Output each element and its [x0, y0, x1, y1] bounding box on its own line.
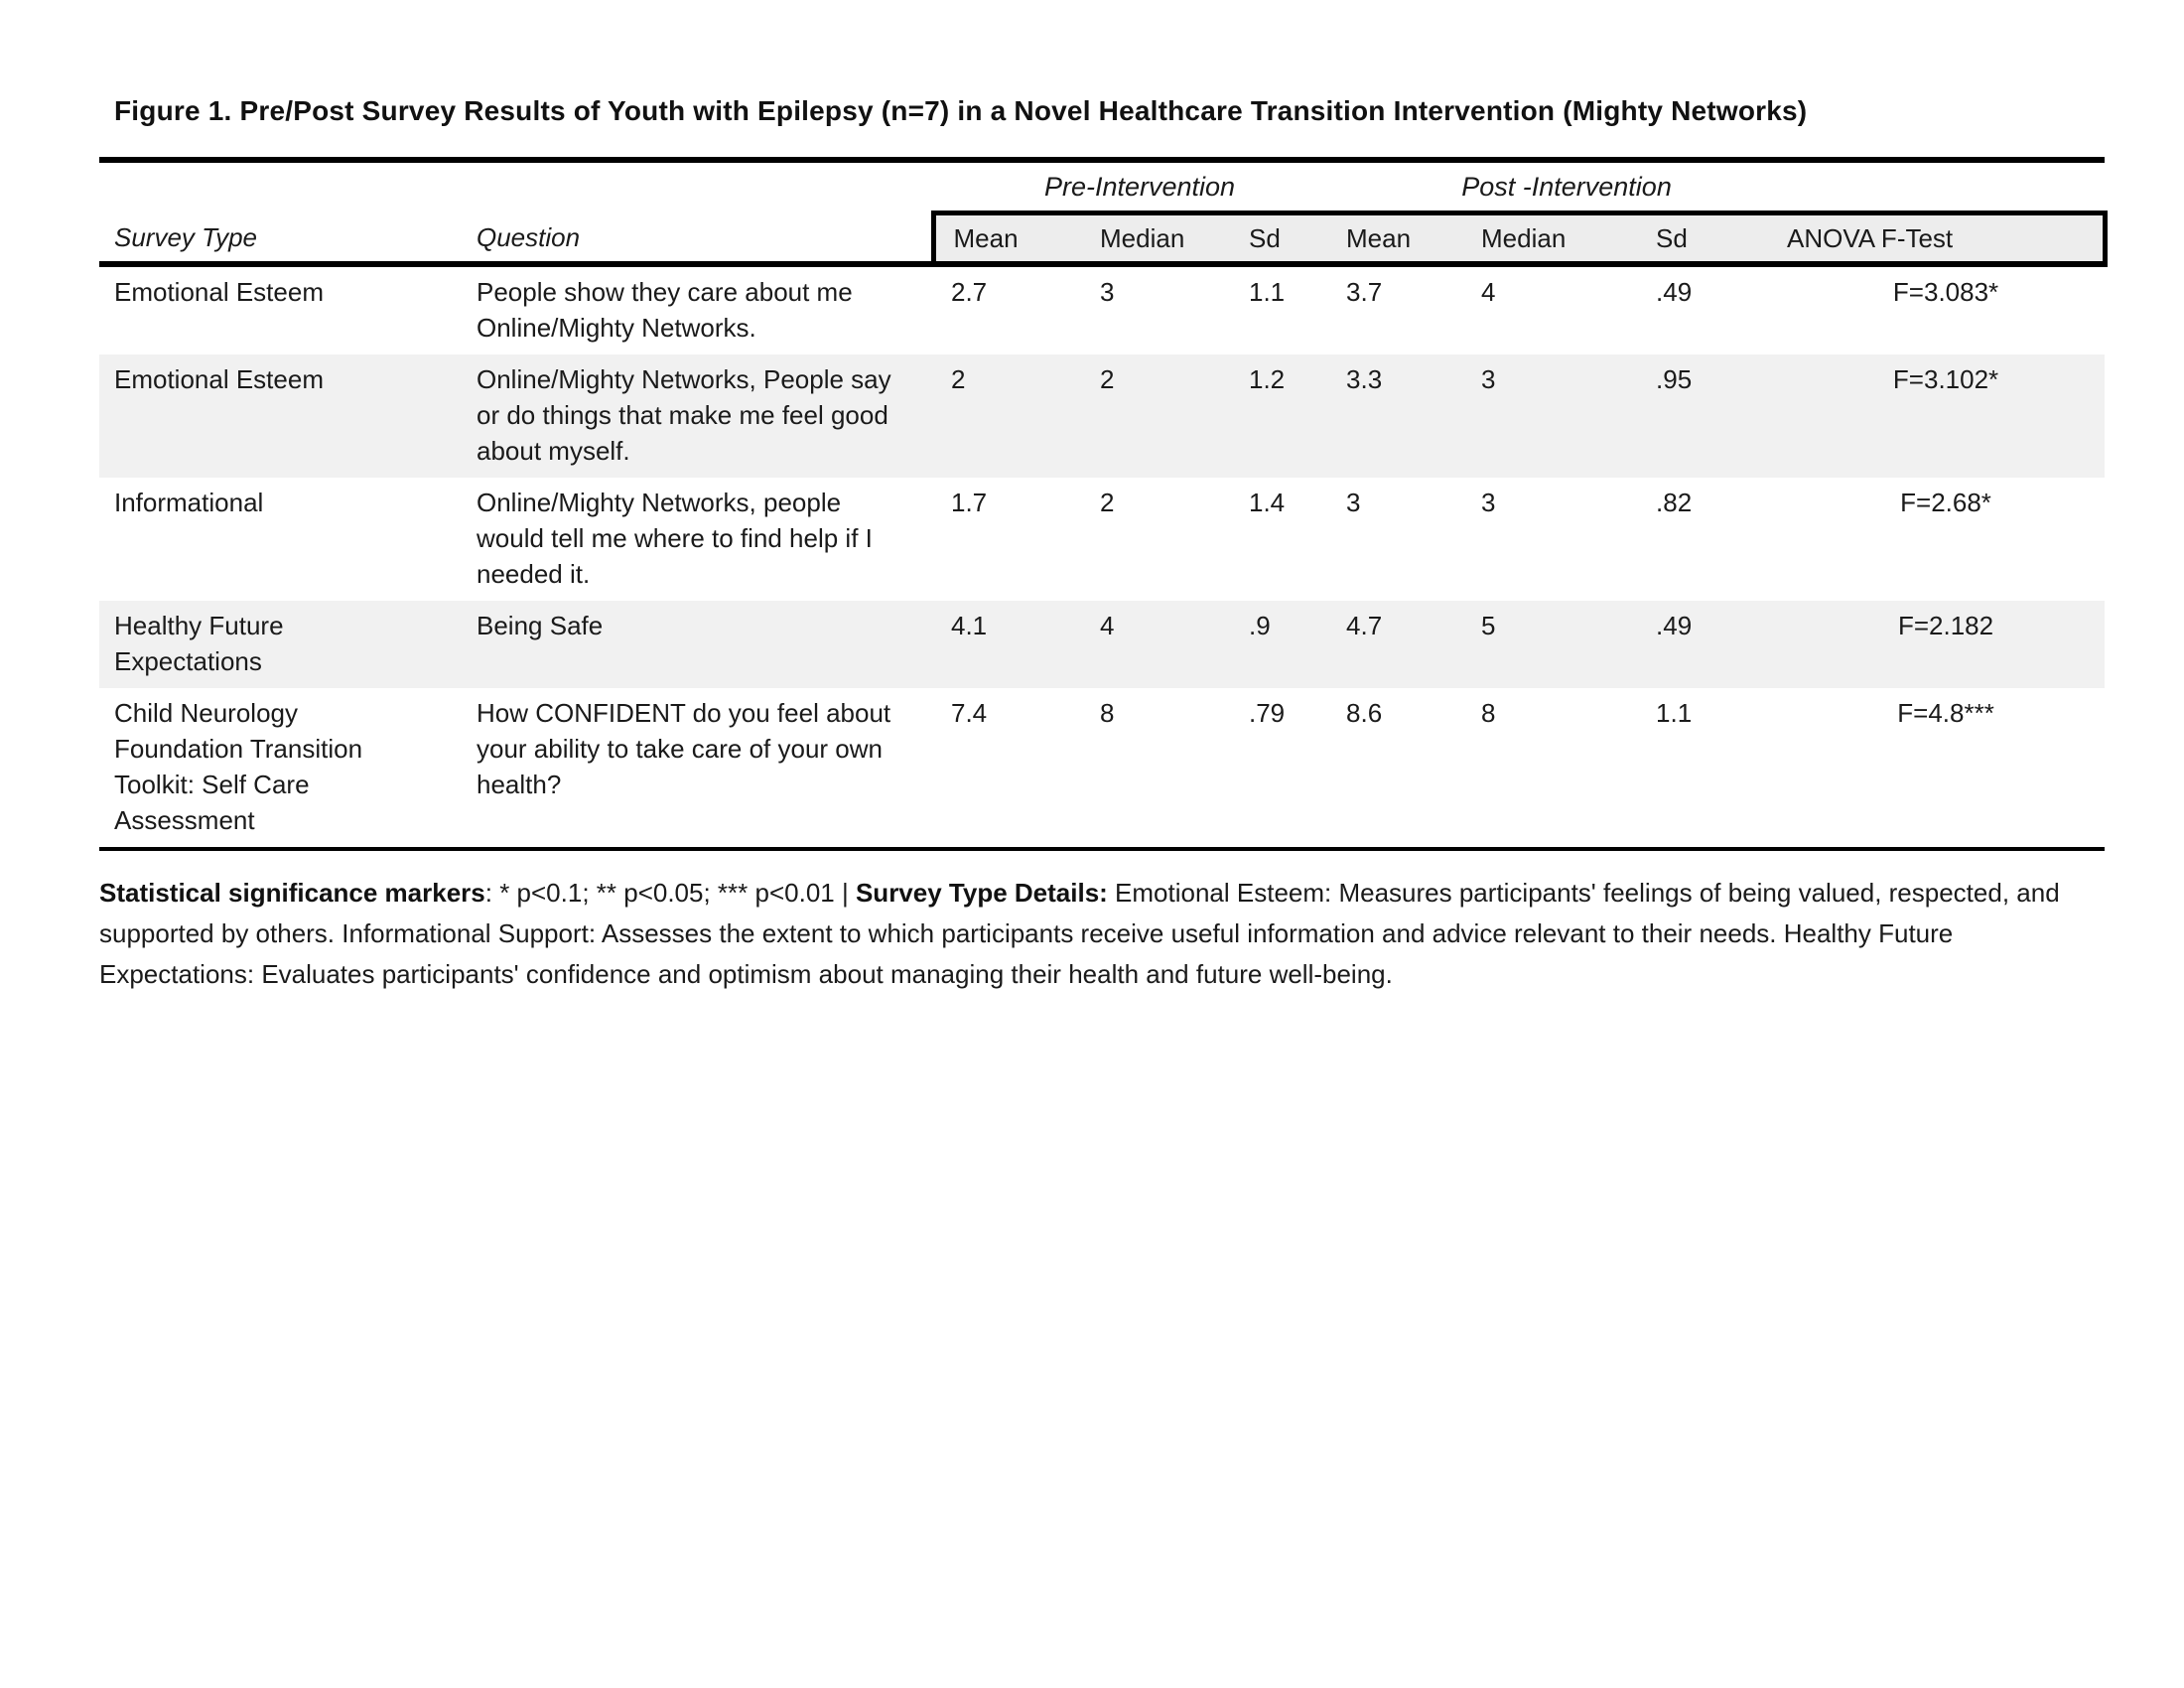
- cell-pre-median: 8: [1100, 688, 1249, 849]
- cell-pre-sd: 1.4: [1249, 488, 1286, 517]
- footnote: [99, 873, 2105, 995]
- cell-post-sd: 1.1: [1656, 688, 1787, 849]
- cell-question: Being Safe: [477, 601, 933, 688]
- cell-pre-sd: .9: [1249, 601, 1346, 688]
- cell-post-mean: 3.7: [1346, 277, 1383, 307]
- figure-title: Figure 1. Pre/Post Survey Results of Youth with Epilepsy (n=7) in a Novel Healthcare Transition Intervention (Mighty Networks): [114, 95, 1808, 126]
- cell-survey-type: Child Neurology Foundation Transition Toolkit: Self Care Assessment: [99, 688, 477, 849]
- cell-pre-mean: 2.7: [951, 277, 988, 307]
- footnote-survey-details-text: Emotional Esteem: Measures participants' feelings of being valued, respected, and supported by others. Informational Support: Assesses the extent to which participants receive useful information and advice relevant to their needs. Healthy Future Expectations: Evaluates participants' confidence and optimism about managing their health and future well-being.: [99, 878, 2060, 989]
- cell-post-sd: .82: [1656, 488, 1693, 517]
- column-header-row: [99, 213, 2105, 265]
- cell-question: Online/Mighty Networks, people would tell me where to find help if I needed it.: [477, 488, 873, 589]
- cell-anova: F=2.68*: [1900, 488, 1991, 517]
- cell-post-median: 3: [1481, 488, 1496, 517]
- cell-anova: F=3.102*: [1787, 354, 2105, 478]
- cell-question: How CONFIDENT do you feel about your ability to take care of your own health?: [477, 688, 933, 849]
- cell-post-median: 3: [1481, 354, 1656, 478]
- group-header-row: [99, 160, 2105, 213]
- cell-post-median: 8: [1481, 688, 1656, 849]
- cell-post-mean: 3: [1346, 488, 1361, 517]
- table-row: [99, 354, 2105, 478]
- column-header-pre-mean: Mean: [933, 213, 1100, 265]
- cell-survey-type: Informational: [114, 488, 264, 517]
- cell-pre-mean: 4.1: [933, 601, 1100, 688]
- cell-pre-median: 4: [1100, 601, 1249, 688]
- cell-post-median: 5: [1481, 601, 1656, 688]
- column-header-post-mean: Mean: [1346, 213, 1481, 265]
- group-header-spacer: [99, 160, 933, 213]
- cell-question: People show they care about me Online/Mighty Networks.: [477, 277, 853, 343]
- column-header-anova: ANOVA F-Test: [1787, 213, 2105, 265]
- cell-pre-sd: .79: [1249, 688, 1346, 849]
- pre-intervention-group-header: Pre-Intervention: [933, 160, 1346, 213]
- cell-pre-mean: 2: [933, 354, 1100, 478]
- column-header-post-median: Median: [1481, 213, 1656, 265]
- cell-post-mean: 4.7: [1346, 601, 1481, 688]
- column-header-pre-sd: Sd: [1249, 213, 1346, 265]
- cell-post-median: 4: [1481, 277, 1496, 307]
- cell-post-sd: .49: [1656, 601, 1787, 688]
- footnote-significance-text: : * p<0.1; ** p<0.05; *** p<0.01 |: [484, 878, 856, 908]
- footnote-label-significance: Statistical significance markers: [99, 878, 485, 908]
- table-row: [99, 688, 2105, 849]
- cell-pre-sd: 1.1: [1249, 277, 1286, 307]
- table-row: [99, 264, 2105, 354]
- cell-anova: F=2.182: [1787, 601, 2105, 688]
- cell-pre-mean: 1.7: [951, 488, 988, 517]
- results-table: [99, 157, 2108, 851]
- cell-question: Online/Mighty Networks, People say or do things that make me feel good about myself.: [477, 354, 933, 478]
- cell-pre-median: 2: [1100, 488, 1115, 517]
- cell-anova: F=4.8***: [1787, 688, 2105, 849]
- cell-post-sd: .95: [1656, 354, 1787, 478]
- post-intervention-group-header: Post -Intervention: [1346, 160, 1787, 213]
- table-row: [99, 478, 2105, 601]
- cell-pre-mean: 7.4: [933, 688, 1100, 849]
- cell-survey-type: Healthy Future Expectations: [99, 601, 477, 688]
- cell-post-mean: 3.3: [1346, 354, 1481, 478]
- cell-post-sd: .49: [1656, 277, 1693, 307]
- column-header-pre-median: Median: [1100, 213, 1249, 265]
- cell-pre-median: 3: [1100, 277, 1115, 307]
- footnote-label-survey-details: Survey Type Details:: [855, 878, 1108, 908]
- cell-anova: F=3.083*: [1892, 277, 1999, 307]
- cell-post-mean: 8.6: [1346, 688, 1481, 849]
- table-head: [99, 160, 2105, 264]
- cell-survey-type: Emotional Esteem: [99, 354, 477, 478]
- table-body: [99, 264, 2105, 849]
- group-header-spacer-right: [1787, 160, 2105, 213]
- column-header-survey-type: Survey Type: [99, 213, 477, 265]
- cell-pre-median: 2: [1100, 354, 1249, 478]
- table-row: [99, 601, 2105, 688]
- cell-survey-type: Emotional Esteem: [114, 277, 324, 307]
- cell-pre-sd: 1.2: [1249, 354, 1346, 478]
- column-header-post-sd: Sd: [1656, 213, 1787, 265]
- column-header-question: Question: [477, 213, 933, 265]
